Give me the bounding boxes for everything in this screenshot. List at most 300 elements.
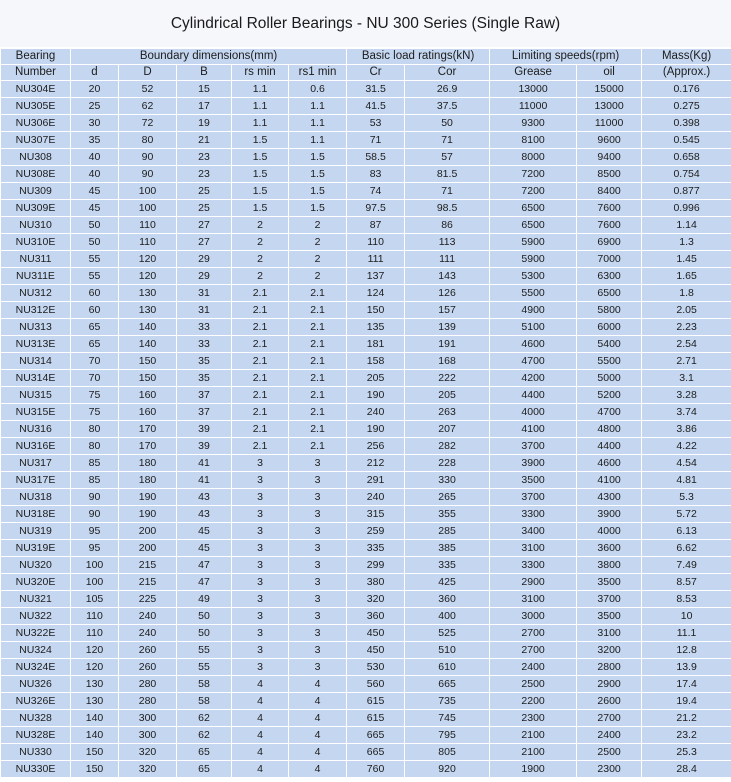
cell-d: 150 xyxy=(71,744,119,761)
cell-mass: 6.13 xyxy=(642,523,731,540)
table-row xyxy=(1,659,731,676)
cell-mass: 0.754 xyxy=(642,166,731,183)
cell-oil-speed: 3500 xyxy=(577,608,642,625)
cell-grease-speed: 3700 xyxy=(490,438,577,455)
table-row xyxy=(1,642,731,659)
cell-mass: 0.398 xyxy=(642,115,731,132)
cell-rs1-min: 1.5 xyxy=(289,149,347,166)
cell-cr: 31.5 xyxy=(347,81,405,98)
cell-rs-min: 1.5 xyxy=(232,149,289,166)
cell-cr: 111 xyxy=(347,251,405,268)
cell-cr: 450 xyxy=(347,625,405,642)
cell-outer-d: 170 xyxy=(119,438,177,455)
cell-b: 65 xyxy=(177,761,232,778)
table-row xyxy=(1,234,731,251)
table-row xyxy=(1,404,731,421)
cell-oil-speed: 8500 xyxy=(577,166,642,183)
cell-b: 47 xyxy=(177,574,232,591)
cell-outer-d: 80 xyxy=(119,132,177,149)
table-row xyxy=(1,591,731,608)
cell-cr: 137 xyxy=(347,268,405,285)
cell-mass: 19.4 xyxy=(642,693,731,710)
cell-cr: 83 xyxy=(347,166,405,183)
cell-bearing-number: NU316 xyxy=(1,421,71,438)
cell-b: 35 xyxy=(177,370,232,387)
cell-d: 95 xyxy=(71,523,119,540)
cell-b: 49 xyxy=(177,591,232,608)
cell-cor: 610 xyxy=(405,659,490,676)
cell-rs1-min: 1.1 xyxy=(289,115,347,132)
cell-outer-d: 120 xyxy=(119,251,177,268)
cell-cor: 425 xyxy=(405,574,490,591)
cell-grease-speed: 5500 xyxy=(490,285,577,302)
table-row xyxy=(1,438,731,455)
cell-grease-speed: 4700 xyxy=(490,353,577,370)
cell-cr: 315 xyxy=(347,506,405,523)
cell-grease-speed: 3400 xyxy=(490,523,577,540)
cell-d: 85 xyxy=(71,455,119,472)
cell-outer-d: 110 xyxy=(119,234,177,251)
cell-cor: 139 xyxy=(405,319,490,336)
cell-oil-speed: 2600 xyxy=(577,693,642,710)
cell-b: 50 xyxy=(177,608,232,625)
cell-cor: 98.5 xyxy=(405,200,490,217)
cell-outer-d: 110 xyxy=(119,217,177,234)
cell-rs1-min: 2 xyxy=(289,234,347,251)
bearing-spec-table xyxy=(0,48,731,778)
cell-cr: 240 xyxy=(347,489,405,506)
cell-oil-speed: 7600 xyxy=(577,217,642,234)
table-row xyxy=(1,693,731,710)
cell-oil-speed: 2900 xyxy=(577,676,642,693)
cell-rs-min: 3 xyxy=(232,625,289,642)
cell-b: 31 xyxy=(177,285,232,302)
cell-d: 50 xyxy=(71,217,119,234)
cell-oil-speed: 3900 xyxy=(577,506,642,523)
table-row xyxy=(1,149,731,166)
cell-rs-min: 3 xyxy=(232,574,289,591)
cell-rs1-min: 3 xyxy=(289,455,347,472)
table-row xyxy=(1,115,731,132)
cell-d: 130 xyxy=(71,693,119,710)
cell-rs1-min: 1.5 xyxy=(289,166,347,183)
cell-b: 25 xyxy=(177,200,232,217)
cell-outer-d: 140 xyxy=(119,336,177,353)
table-row xyxy=(1,268,731,285)
cell-rs1-min: 3 xyxy=(289,557,347,574)
cell-mass: 0.176 xyxy=(642,81,731,98)
cell-bearing-number: NU322 xyxy=(1,608,71,625)
cell-cor: 665 xyxy=(405,676,490,693)
cell-grease-speed: 5300 xyxy=(490,268,577,285)
cell-rs-min: 3 xyxy=(232,506,289,523)
cell-oil-speed: 2500 xyxy=(577,744,642,761)
cell-bearing-number: NU317E xyxy=(1,472,71,489)
cell-cor: 113 xyxy=(405,234,490,251)
cell-mass: 2.23 xyxy=(642,319,731,336)
cell-rs1-min: 3 xyxy=(289,523,347,540)
cell-cr: 615 xyxy=(347,710,405,727)
cell-rs-min: 3 xyxy=(232,591,289,608)
cell-oil-speed: 4600 xyxy=(577,455,642,472)
cell-grease-speed: 3100 xyxy=(490,540,577,557)
cell-bearing-number: NU313 xyxy=(1,319,71,336)
table-row xyxy=(1,81,731,98)
cell-b: 37 xyxy=(177,404,232,421)
cell-rs-min: 4 xyxy=(232,761,289,778)
cell-cr: 240 xyxy=(347,404,405,421)
cell-rs-min: 1.5 xyxy=(232,183,289,200)
cell-outer-d: 260 xyxy=(119,659,177,676)
cell-bearing-number: NU328 xyxy=(1,710,71,727)
cell-bearing-number: NU328E xyxy=(1,727,71,744)
cell-mass: 0.877 xyxy=(642,183,731,200)
cell-rs-min: 2.1 xyxy=(232,387,289,404)
cell-cr: 124 xyxy=(347,285,405,302)
cell-mass: 28.4 xyxy=(642,761,731,778)
cell-b: 45 xyxy=(177,540,232,557)
cell-rs1-min: 3 xyxy=(289,591,347,608)
cell-rs1-min: 1.1 xyxy=(289,98,347,115)
cell-oil-speed: 3700 xyxy=(577,591,642,608)
table-row xyxy=(1,285,731,302)
cell-d: 40 xyxy=(71,166,119,183)
cell-cor: 191 xyxy=(405,336,490,353)
cell-oil-speed: 6900 xyxy=(577,234,642,251)
cell-mass: 8.57 xyxy=(642,574,731,591)
cell-rs1-min: 4 xyxy=(289,693,347,710)
table-title: Cylindrical Roller Bearings - NU 300 Series (Single Raw) xyxy=(0,0,731,48)
cell-bearing-number: NU306E xyxy=(1,115,71,132)
cell-cor: 222 xyxy=(405,370,490,387)
cell-oil-speed: 2400 xyxy=(577,727,642,744)
cell-oil-speed: 8400 xyxy=(577,183,642,200)
cell-cor: 805 xyxy=(405,744,490,761)
cell-cr: 158 xyxy=(347,353,405,370)
cell-d: 25 xyxy=(71,98,119,115)
cell-rs-min: 2.1 xyxy=(232,285,289,302)
cell-outer-d: 180 xyxy=(119,472,177,489)
cell-mass: 12.8 xyxy=(642,642,731,659)
cell-bearing-number: NU310E xyxy=(1,234,71,251)
cell-b: 31 xyxy=(177,302,232,319)
cell-bearing-number: NU315E xyxy=(1,404,71,421)
cell-outer-d: 100 xyxy=(119,183,177,200)
cell-mass: 2.05 xyxy=(642,302,731,319)
header-sub-cr: Cr xyxy=(347,65,405,81)
cell-rs-min: 1.5 xyxy=(232,132,289,149)
cell-cor: 86 xyxy=(405,217,490,234)
cell-d: 35 xyxy=(71,132,119,149)
cell-rs-min: 1.1 xyxy=(232,98,289,115)
cell-cr: 291 xyxy=(347,472,405,489)
cell-bearing-number: NU330 xyxy=(1,744,71,761)
cell-mass: 3.1 xyxy=(642,370,731,387)
cell-rs1-min: 3 xyxy=(289,608,347,625)
cell-bearing-number: NU314E xyxy=(1,370,71,387)
cell-rs-min: 2 xyxy=(232,234,289,251)
cell-grease-speed: 6500 xyxy=(490,217,577,234)
cell-b: 17 xyxy=(177,98,232,115)
cell-rs-min: 4 xyxy=(232,676,289,693)
cell-bearing-number: NU308E xyxy=(1,166,71,183)
cell-oil-speed: 3200 xyxy=(577,642,642,659)
cell-rs1-min: 2.1 xyxy=(289,353,347,370)
cell-cor: 157 xyxy=(405,302,490,319)
cell-cor: 228 xyxy=(405,455,490,472)
cell-d: 40 xyxy=(71,149,119,166)
table-row xyxy=(1,625,731,642)
header-bearing-number-line2: Number xyxy=(1,65,71,81)
cell-rs-min: 1.1 xyxy=(232,115,289,132)
cell-grease-speed: 4000 xyxy=(490,404,577,421)
cell-d: 45 xyxy=(71,200,119,217)
cell-cr: 181 xyxy=(347,336,405,353)
cell-oil-speed: 13000 xyxy=(577,98,642,115)
cell-rs1-min: 2 xyxy=(289,217,347,234)
cell-d: 20 xyxy=(71,81,119,98)
cell-bearing-number: NU314 xyxy=(1,353,71,370)
table-row xyxy=(1,387,731,404)
cell-d: 100 xyxy=(71,574,119,591)
cell-rs1-min: 3 xyxy=(289,574,347,591)
cell-bearing-number: NU311 xyxy=(1,251,71,268)
cell-oil-speed: 4800 xyxy=(577,421,642,438)
cell-mass: 21.2 xyxy=(642,710,731,727)
cell-outer-d: 62 xyxy=(119,98,177,115)
cell-bearing-number: NU312E xyxy=(1,302,71,319)
cell-rs-min: 1.5 xyxy=(232,200,289,217)
cell-cr: 58.5 xyxy=(347,149,405,166)
cell-rs-min: 2.1 xyxy=(232,336,289,353)
cell-cr: 71 xyxy=(347,132,405,149)
cell-grease-speed: 4600 xyxy=(490,336,577,353)
cell-d: 50 xyxy=(71,234,119,251)
cell-bearing-number: NU320E xyxy=(1,574,71,591)
cell-bearing-number: NU324 xyxy=(1,642,71,659)
cell-outer-d: 190 xyxy=(119,489,177,506)
cell-grease-speed: 3100 xyxy=(490,591,577,608)
cell-grease-speed: 5100 xyxy=(490,319,577,336)
cell-rs1-min: 2.1 xyxy=(289,336,347,353)
cell-rs-min: 3 xyxy=(232,455,289,472)
cell-b: 25 xyxy=(177,183,232,200)
cell-b: 39 xyxy=(177,438,232,455)
cell-mass: 7.49 xyxy=(642,557,731,574)
cell-cor: 263 xyxy=(405,404,490,421)
cell-mass: 11.1 xyxy=(642,625,731,642)
cell-rs1-min: 2.1 xyxy=(289,285,347,302)
cell-outer-d: 280 xyxy=(119,676,177,693)
cell-cr: 615 xyxy=(347,693,405,710)
cell-cor: 26.9 xyxy=(405,81,490,98)
cell-oil-speed: 5500 xyxy=(577,353,642,370)
cell-grease-speed: 2400 xyxy=(490,659,577,676)
cell-rs1-min: 1.5 xyxy=(289,200,347,217)
cell-rs1-min: 4 xyxy=(289,710,347,727)
table-row xyxy=(1,744,731,761)
cell-b: 27 xyxy=(177,234,232,251)
cell-mass: 13.9 xyxy=(642,659,731,676)
cell-oil-speed: 6300 xyxy=(577,268,642,285)
table-row xyxy=(1,574,731,591)
cell-b: 41 xyxy=(177,455,232,472)
header-sub-rs1-min: rs1 min xyxy=(289,65,347,81)
cell-mass: 25.3 xyxy=(642,744,731,761)
cell-mass: 1.3 xyxy=(642,234,731,251)
cell-grease-speed: 4400 xyxy=(490,387,577,404)
header-sub-b: B xyxy=(177,65,232,81)
cell-mass: 0.545 xyxy=(642,132,731,149)
cell-outer-d: 150 xyxy=(119,353,177,370)
cell-rs-min: 3 xyxy=(232,523,289,540)
cell-oil-speed: 5800 xyxy=(577,302,642,319)
cell-rs1-min: 2.1 xyxy=(289,438,347,455)
cell-rs-min: 4 xyxy=(232,710,289,727)
cell-grease-speed: 8000 xyxy=(490,149,577,166)
cell-d: 70 xyxy=(71,353,119,370)
cell-cor: 205 xyxy=(405,387,490,404)
table-row xyxy=(1,523,731,540)
cell-d: 30 xyxy=(71,115,119,132)
cell-b: 43 xyxy=(177,506,232,523)
cell-cor: 265 xyxy=(405,489,490,506)
cell-oil-speed: 7000 xyxy=(577,251,642,268)
cell-outer-d: 180 xyxy=(119,455,177,472)
cell-mass: 0.996 xyxy=(642,200,731,217)
cell-rs1-min: 4 xyxy=(289,727,347,744)
header-boundary-dimensions: Boundary dimensions(mm) xyxy=(71,49,347,65)
cell-d: 65 xyxy=(71,319,119,336)
cell-cor: 360 xyxy=(405,591,490,608)
table-row xyxy=(1,132,731,149)
cell-outer-d: 200 xyxy=(119,523,177,540)
cell-bearing-number: NU313E xyxy=(1,336,71,353)
cell-outer-d: 72 xyxy=(119,115,177,132)
cell-rs-min: 2.1 xyxy=(232,319,289,336)
cell-oil-speed: 15000 xyxy=(577,81,642,98)
cell-outer-d: 300 xyxy=(119,727,177,744)
cell-oil-speed: 3600 xyxy=(577,540,642,557)
cell-cor: 50 xyxy=(405,115,490,132)
cell-rs-min: 2.1 xyxy=(232,302,289,319)
header-mass-line2: (Approx.) xyxy=(642,65,731,81)
cell-mass: 10 xyxy=(642,608,731,625)
cell-oil-speed: 7600 xyxy=(577,200,642,217)
cell-mass: 1.14 xyxy=(642,217,731,234)
header-sub-cor: Cor xyxy=(405,65,490,81)
cell-rs1-min: 2 xyxy=(289,251,347,268)
cell-rs-min: 3 xyxy=(232,608,289,625)
cell-oil-speed: 6500 xyxy=(577,285,642,302)
cell-grease-speed: 4100 xyxy=(490,421,577,438)
cell-b: 37 xyxy=(177,387,232,404)
cell-grease-speed: 2500 xyxy=(490,676,577,693)
cell-outer-d: 52 xyxy=(119,81,177,98)
cell-b: 39 xyxy=(177,421,232,438)
cell-bearing-number: NU321 xyxy=(1,591,71,608)
cell-cr: 87 xyxy=(347,217,405,234)
cell-rs-min: 4 xyxy=(232,693,289,710)
cell-outer-d: 100 xyxy=(119,200,177,217)
cell-bearing-number: NU311E xyxy=(1,268,71,285)
cell-cor: 282 xyxy=(405,438,490,455)
cell-outer-d: 225 xyxy=(119,591,177,608)
cell-outer-d: 150 xyxy=(119,370,177,387)
cell-mass: 1.8 xyxy=(642,285,731,302)
table-row xyxy=(1,200,731,217)
cell-cor: 745 xyxy=(405,710,490,727)
cell-rs-min: 2 xyxy=(232,268,289,285)
cell-cr: 74 xyxy=(347,183,405,200)
cell-b: 33 xyxy=(177,319,232,336)
cell-rs1-min: 4 xyxy=(289,744,347,761)
cell-cr: 135 xyxy=(347,319,405,336)
cell-b: 19 xyxy=(177,115,232,132)
cell-mass: 0.658 xyxy=(642,149,731,166)
cell-rs-min: 4 xyxy=(232,727,289,744)
cell-cr: 97.5 xyxy=(347,200,405,217)
cell-bearing-number: NU330E xyxy=(1,761,71,778)
cell-rs-min: 2.1 xyxy=(232,404,289,421)
cell-cor: 510 xyxy=(405,642,490,659)
table-row xyxy=(1,608,731,625)
cell-oil-speed: 3800 xyxy=(577,557,642,574)
table-header xyxy=(1,49,731,81)
cell-cor: 71 xyxy=(405,132,490,149)
cell-cr: 41.5 xyxy=(347,98,405,115)
cell-cr: 335 xyxy=(347,540,405,557)
cell-mass: 3.28 xyxy=(642,387,731,404)
cell-cr: 212 xyxy=(347,455,405,472)
cell-mass: 0.275 xyxy=(642,98,731,115)
header-basic-load-ratings: Basic load ratings(kN) xyxy=(347,49,490,65)
cell-bearing-number: NU322E xyxy=(1,625,71,642)
cell-grease-speed: 4200 xyxy=(490,370,577,387)
cell-rs-min: 2.1 xyxy=(232,353,289,370)
cell-oil-speed: 6000 xyxy=(577,319,642,336)
cell-b: 21 xyxy=(177,132,232,149)
cell-b: 50 xyxy=(177,625,232,642)
table-row xyxy=(1,676,731,693)
cell-cr: 53 xyxy=(347,115,405,132)
cell-rs-min: 3 xyxy=(232,540,289,557)
cell-oil-speed: 5000 xyxy=(577,370,642,387)
cell-mass: 5.3 xyxy=(642,489,731,506)
table-row xyxy=(1,710,731,727)
table-row xyxy=(1,455,731,472)
cell-grease-speed: 2700 xyxy=(490,642,577,659)
cell-cr: 190 xyxy=(347,421,405,438)
cell-d: 45 xyxy=(71,183,119,200)
cell-grease-speed: 2300 xyxy=(490,710,577,727)
cell-d: 150 xyxy=(71,761,119,778)
cell-b: 47 xyxy=(177,557,232,574)
cell-grease-speed: 1900 xyxy=(490,761,577,778)
cell-cor: 57 xyxy=(405,149,490,166)
cell-d: 130 xyxy=(71,676,119,693)
cell-outer-d: 160 xyxy=(119,387,177,404)
cell-d: 70 xyxy=(71,370,119,387)
cell-cr: 205 xyxy=(347,370,405,387)
cell-mass: 23.2 xyxy=(642,727,731,744)
cell-bearing-number: NU305E xyxy=(1,98,71,115)
cell-d: 60 xyxy=(71,302,119,319)
cell-b: 15 xyxy=(177,81,232,98)
cell-rs1-min: 4 xyxy=(289,676,347,693)
cell-outer-d: 120 xyxy=(119,268,177,285)
cell-mass: 3.86 xyxy=(642,421,731,438)
